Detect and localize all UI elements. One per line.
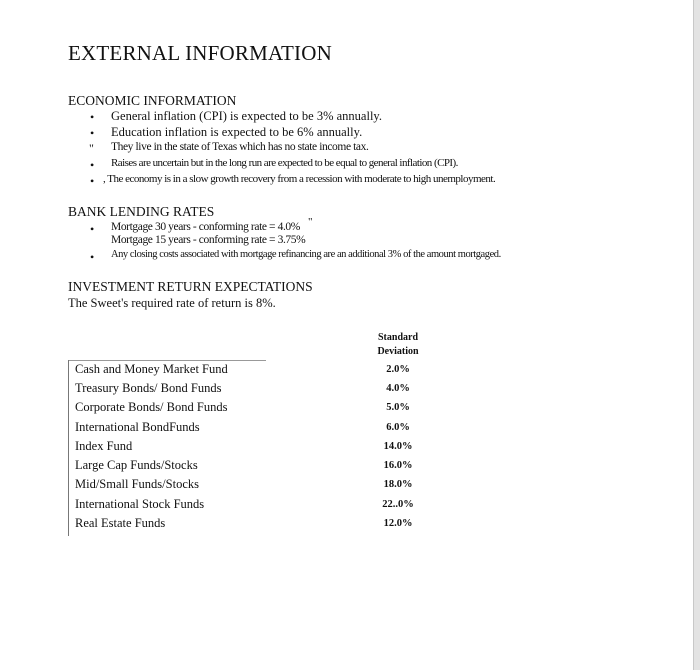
page-edge-margin: [694, 0, 700, 670]
table-row-sd: 14.0%: [383, 441, 413, 452]
closing-costs-note: Any closing costs associated with mortgage refinancing are an additional 3% of the amount mortgaged.: [111, 249, 501, 260]
table-row-sd: 18.0%: [383, 479, 413, 490]
page-title: EXTERNAL INFORMATION: [68, 41, 332, 65]
std-dev-header-bottom: Deviation: [377, 346, 419, 357]
table-row-fund: Large Cap Funds/Stocks: [75, 458, 198, 472]
economic-item: They live in the state of Texas which has no state income tax.: [111, 141, 369, 153]
bullet: •: [90, 110, 95, 124]
required-return: The Sweet's required rate of return is 8%.: [68, 296, 276, 310]
std-dev-header-top: Standard: [377, 332, 418, 343]
economic-heading: ECONOMIC INFORMATION: [68, 93, 237, 108]
table-row-sd: 5.0%: [386, 402, 410, 413]
table-row-sd: 16.0%: [383, 460, 413, 471]
table-row-fund: Real Estate Funds: [75, 516, 166, 530]
table-row-fund: Mid/Small Funds/Stocks: [75, 477, 199, 491]
table-row-sd: 22..0%: [382, 499, 414, 510]
economic-item: Raises are uncertain but in the long run are expected to be equal to general inflation (CPI).: [111, 157, 458, 169]
bank-rate-15yr: Mortgage 15 years - conforming rate = 3.75%: [111, 234, 306, 246]
bullet: •: [90, 250, 95, 264]
economic-item: , The economy is in a slow growth recovery from a recession with moderate to high unemployment.: [103, 173, 496, 185]
economic-item: Education inflation is expected to be 6% annually.: [111, 125, 363, 139]
table-row-fund: Corporate Bonds/ Bond Funds: [75, 400, 228, 414]
bank-heading: BANK LENDING RATES: [68, 204, 215, 219]
table-left-rule: [68, 360, 69, 536]
table-row-fund: International Stock Funds: [75, 497, 205, 511]
table-row-sd: 2.0%: [386, 364, 410, 375]
bullet: •: [90, 174, 95, 188]
bullet: ": [89, 141, 94, 155]
bank-rate-mark: ": [308, 216, 313, 228]
bullet: •: [90, 222, 95, 236]
bullet: •: [90, 158, 95, 172]
table-row-sd: 6.0%: [386, 422, 410, 433]
table-top-rule: [68, 360, 266, 361]
table-row-sd: 4.0%: [386, 383, 410, 394]
investment-heading: INVESTMENT RETURN EXPECTATIONS: [68, 279, 313, 294]
bullet: •: [90, 126, 95, 140]
table-row-fund: Index Fund: [75, 439, 133, 453]
table-row-fund: International BondFunds: [75, 420, 200, 434]
economic-item: General inflation (CPI) is expected to be 3% annually.: [111, 109, 382, 123]
bank-rate-30yr: Mortgage 30 years - conforming rate = 4.0%: [111, 221, 300, 233]
table-row-fund: Cash and Money Market Fund: [75, 362, 228, 376]
table-row-fund: Treasury Bonds/ Bond Funds: [75, 381, 222, 395]
table-row-sd: 12.0%: [383, 518, 413, 529]
